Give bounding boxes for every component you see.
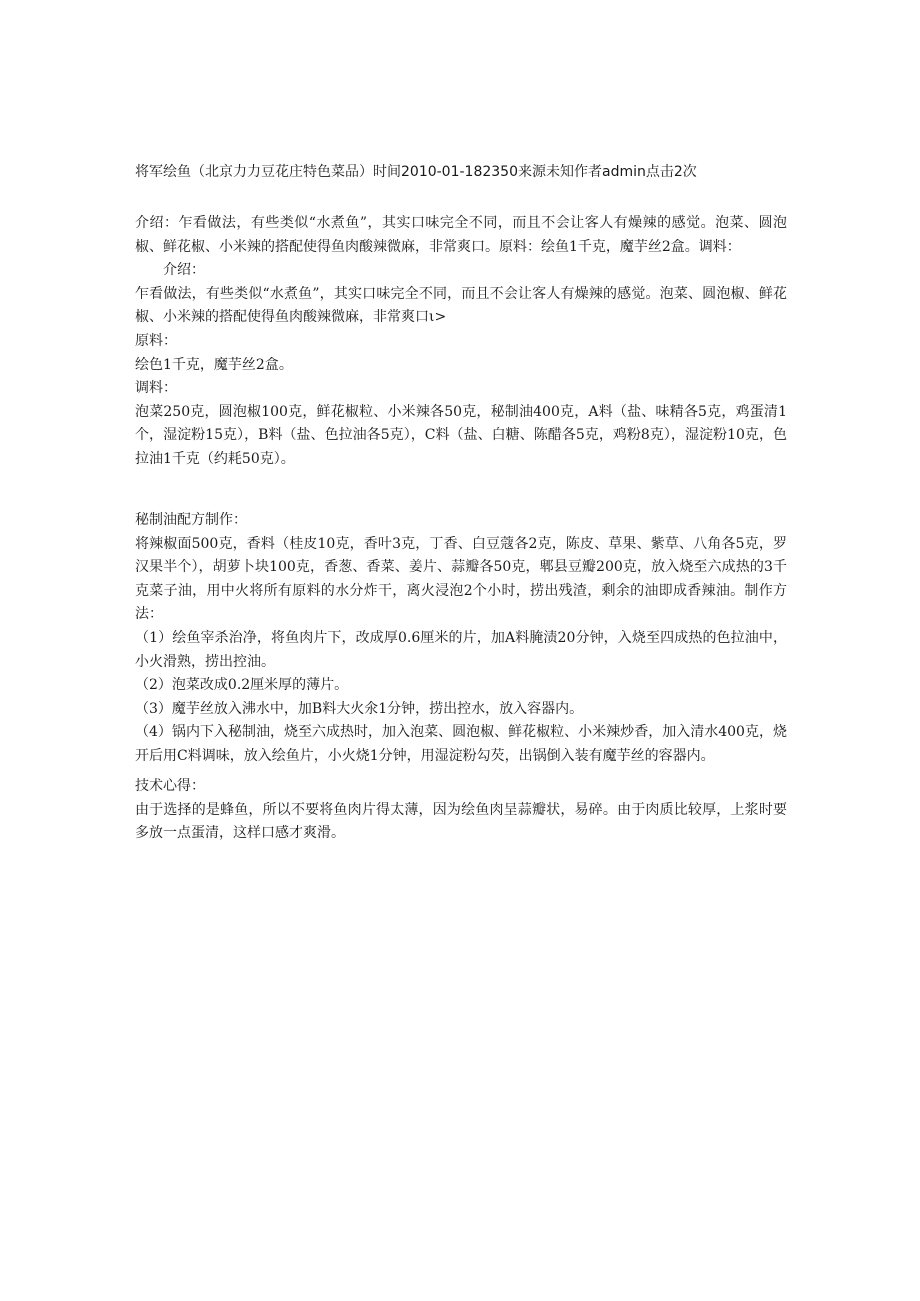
intro-section — [135, 212, 787, 472]
article-header: 将军绘鱼（北京力力豆花庄特色菜品）时间2010-01-182350来源未知作者admin点击2次 — [135, 164, 697, 180]
tips-label: 技术心得： — [135, 778, 205, 794]
intro-summary: 介绍：乍看做法，有些类似“水煮鱼”，其实口味完全不同，而且不会让客人有燥辣的感觉。泡菜、圆泡椒、鲜花椒、小米辣的搭配使得鱼肉酸辣微麻，非常爽口。原料：绘鱼1千克，魔芋丝2盒。调料： — [135, 215, 787, 255]
seasoning-label: 调料： — [135, 380, 177, 397]
step-item: （1）绘鱼宰杀治净，将鱼肉片下，改成厚0.6厘米的片，加A料腌渍20分钟，入烧至四成热的色拉油中，小火滑熟，捞出控油。 — [135, 629, 787, 670]
oil-label: 秘制油配方制作： — [135, 512, 247, 528]
tips-section — [135, 775, 787, 846]
oil-text: 将辣椒面500克，香料（桂皮10克，香叶3克，丁香、白豆蔻各2克，陈皮、草果、紫草、八角各5克，罗汉果半个），胡萝卜块100克，香葱、香菜、姜片、蒜瓣各50克，郫县豆瓣200克，放入烧至六成热的3千克菜子油，用中火将所有原料的水分炸干，离火浸泡2个小时，捞出残渣，剩余的油即成香辣油。制作方法： — [135, 535, 787, 623]
intro-text: 乍看做法，有些类似“水煮鱼”，其实口味完全不同，而且不会让客人有燥辣的感觉。泡菜、圆泡椒、鲜花椒、小米辣的搭配使得鱼肉酸辣微麻，非常爽口ι> — [135, 285, 787, 326]
ingredients-text: 绘色1千克，魔芋丝2盒。 — [135, 356, 293, 373]
step-item: （3）魔芋丝放入沸水中，加B料大火氽1分钟，捞出控水，放入容器内。 — [135, 700, 584, 717]
seasoning-text: 泡菜250克，圆泡椒100克，鲜花椒粒、小米辣各50克，秘制油400克，A料（盐、味精各5克，鸡蛋清1个，湿淀粉15克），B料（盐、色拉油各5克），C料（盐、白糖、陈醋各5克，鸡粉8克），湿淀粉10克，色拉油1千克（约耗50克）。 — [135, 403, 787, 467]
tips-text: 由于选择的是蜂鱼，所以不要将鱼肉片得太薄，因为绘鱼肉呈蒜瓣状，易碎。由于肉质比较厚，上浆时要多放一点蛋清，这样口感才爽滑。 — [135, 801, 787, 842]
oil-section — [135, 509, 787, 769]
step-item: （4）锅内下入秘制油，烧至六成热时，加入泡菜、圆泡椒、鲜花椒粒、小米辣炒香，加入清水400克，烧开后用C料调味，放入绘鱼片，小火烧1分钟，用湿淀粉勾芡，出锅倒入装有魔芋丝的容器内。 — [135, 724, 787, 764]
ingredients-label: 原料： — [135, 332, 177, 349]
intro-label: 介绍： — [163, 262, 205, 279]
step-item: （2）泡菜改成0.2厘米厚的薄片。 — [135, 677, 349, 694]
